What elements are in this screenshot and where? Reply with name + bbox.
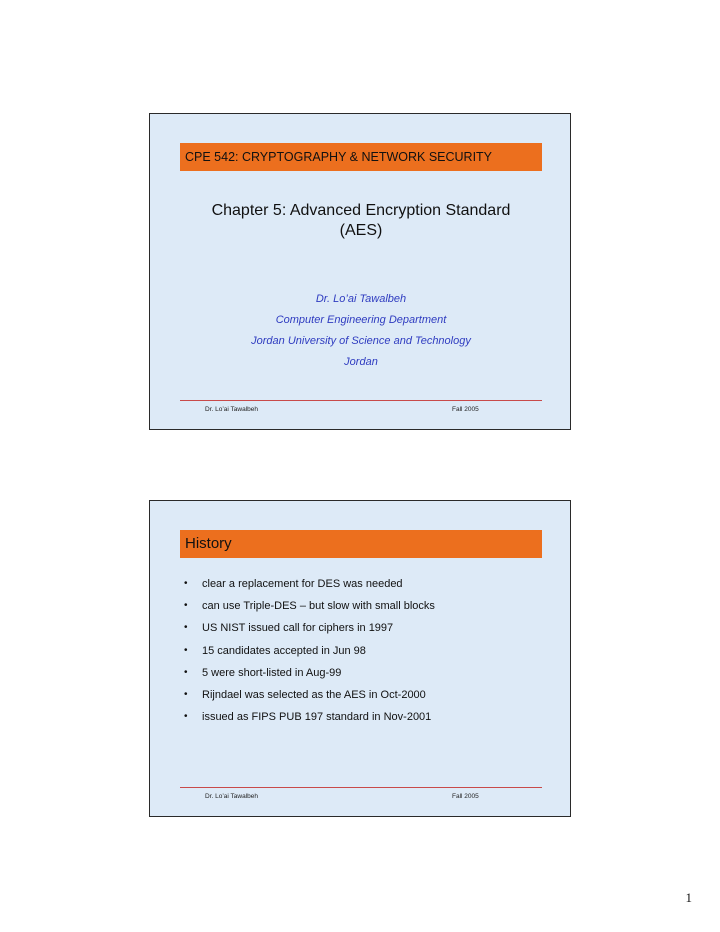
footer-author: Dr. Lo’ai Tawalbeh (205, 406, 258, 413)
footer-divider (180, 787, 542, 788)
bullet-item: • issued as FIPS PUB 197 standard in Nov-2001 (180, 706, 542, 728)
bullet-list (180, 573, 542, 728)
course-banner: CPE 542: CRYPTOGRAPHY & NETWORK SECURITY (180, 143, 542, 171)
bullet-item: • clear a replacement for DES was needed (180, 573, 542, 595)
footer-term: Fall 2005 (452, 793, 479, 800)
bullet-item: • can use Triple-DES – but slow with small blocks (180, 595, 542, 617)
footer-term: Fall 2005 (452, 406, 479, 413)
bullet-item: • Rijndael was selected as the AES in Oct-2000 (180, 684, 542, 706)
slide-title-heading (180, 201, 542, 241)
slide-history (149, 500, 571, 817)
slide-heading: History (180, 530, 542, 558)
bullet-item: • US NIST issued call for ciphers in 1997 (180, 617, 542, 639)
author-country: Jordan (344, 356, 378, 368)
page-number: 1 (685, 890, 692, 905)
author-block (180, 289, 542, 373)
title-line: Chapter 5: Advanced Encryption Standard (211, 202, 511, 219)
bullet-item: • 5 were short-listed in Aug-99 (180, 662, 542, 684)
title-line: (AES) (339, 222, 383, 239)
author-department: Computer Engineering Department (275, 314, 447, 326)
bullet-item: • 15 candidates accepted in Jun 98 (180, 640, 542, 662)
author-university: Jordan University of Science and Technology (251, 335, 471, 347)
slide-title (149, 113, 571, 430)
author-name: Dr. Lo’ai Tawalbeh (315, 293, 407, 305)
footer-divider (180, 400, 542, 401)
footer-author: Dr. Lo’ai Tawalbeh (205, 793, 258, 800)
